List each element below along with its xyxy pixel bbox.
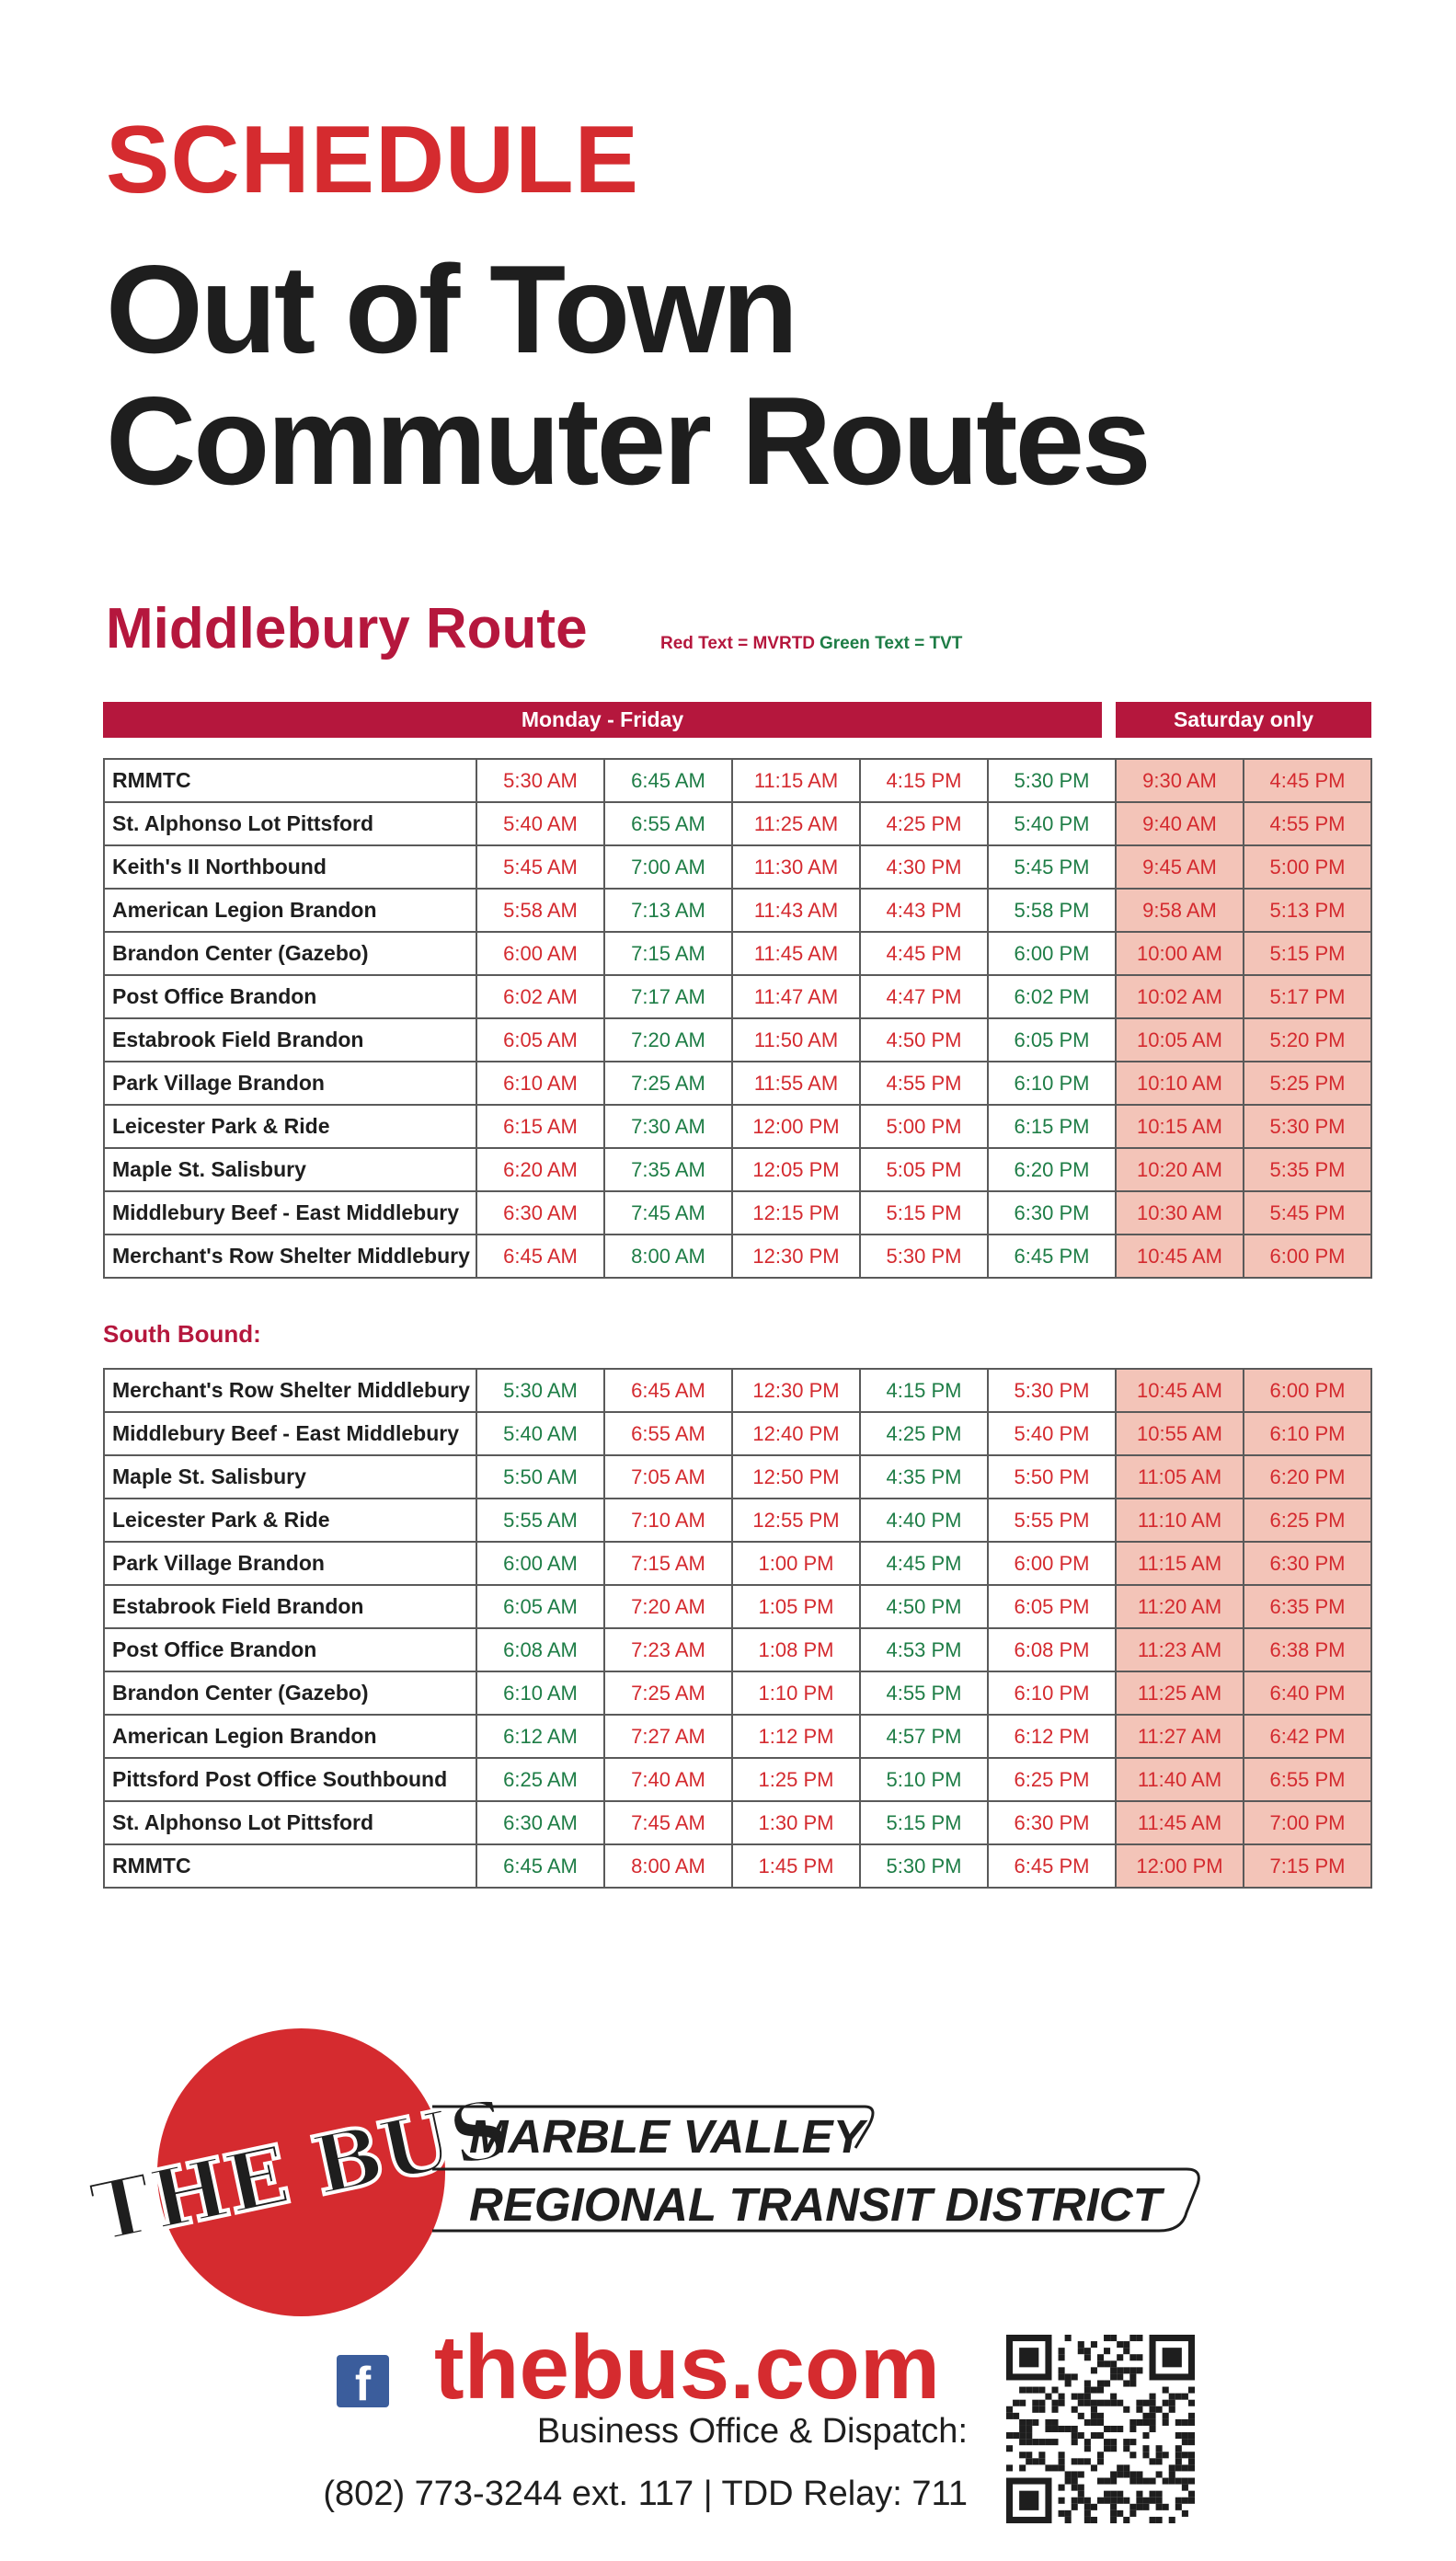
- stop-name: Merchant's Row Shelter Middlebury: [104, 1235, 476, 1278]
- weekday-time-cell: 4:50 PM: [860, 1018, 988, 1062]
- weekday-time-cell: 6:15 PM: [988, 1105, 1116, 1148]
- weekday-time-cell: 5:50 PM: [988, 1455, 1116, 1499]
- weekday-time-cell: 6:20 AM: [476, 1148, 604, 1191]
- saturday-time-cell: 6:00 PM: [1244, 1235, 1371, 1278]
- table-row: [104, 932, 1371, 975]
- weekday-time-cell: 5:30 PM: [860, 1235, 988, 1278]
- weekday-time-cell: 11:25 AM: [732, 802, 860, 845]
- weekday-time-cell: 7:25 AM: [604, 1671, 732, 1715]
- weekday-time-cell: 6:12 PM: [988, 1715, 1116, 1758]
- stop-name: St. Alphonso Lot Pittsford: [104, 1801, 476, 1844]
- weekday-time-cell: 6:10 PM: [988, 1062, 1116, 1105]
- weekday-time-cell: 6:02 AM: [476, 975, 604, 1018]
- weekday-time-cell: 6:08 AM: [476, 1628, 604, 1671]
- saturday-time-cell: 9:45 AM: [1116, 845, 1244, 889]
- saturday-time-cell: 11:27 AM: [1116, 1715, 1244, 1758]
- saturday-time-cell: 6:40 PM: [1244, 1671, 1371, 1715]
- weekday-time-cell: 11:47 AM: [732, 975, 860, 1018]
- weekday-time-cell: 4:15 PM: [860, 1369, 988, 1412]
- phone-line: (802) 773-3244 ext. 117 | TDD Relay: 711: [323, 2475, 968, 2513]
- saturday-time-cell: 5:30 PM: [1244, 1105, 1371, 1148]
- saturday-time-cell: 10:55 AM: [1116, 1412, 1244, 1455]
- weekday-time-cell: 4:43 PM: [860, 889, 988, 932]
- table-row: [104, 1412, 1371, 1455]
- saturday-time-cell: 6:55 PM: [1244, 1758, 1371, 1801]
- saturday-time-cell: 5:20 PM: [1244, 1018, 1371, 1062]
- weekday-time-cell: 6:05 AM: [476, 1585, 604, 1628]
- route-title: Middlebury Route: [106, 597, 588, 660]
- weekday-time-cell: 1:25 PM: [732, 1758, 860, 1801]
- weekday-time-cell: 5:50 AM: [476, 1455, 604, 1499]
- table-row: [104, 1455, 1371, 1499]
- weekday-time-cell: 1:08 PM: [732, 1628, 860, 1671]
- weekday-time-cell: 4:30 PM: [860, 845, 988, 889]
- weekday-time-cell: 11:55 AM: [732, 1062, 860, 1105]
- svg-text:THE BUS: THE BUS: [83, 2079, 518, 2261]
- stop-name: Estabrook Field Brandon: [104, 1585, 476, 1628]
- weekday-time-cell: 7:20 AM: [604, 1585, 732, 1628]
- weekday-time-cell: 5:30 PM: [988, 759, 1116, 802]
- weekday-time-cell: 6:45 AM: [604, 1369, 732, 1412]
- weekday-time-cell: 6:25 PM: [988, 1758, 1116, 1801]
- saturday-time-cell: 10:00 AM: [1116, 932, 1244, 975]
- weekday-time-cell: 5:05 PM: [860, 1148, 988, 1191]
- weekday-time-cell: 5:30 AM: [476, 1369, 604, 1412]
- weekday-time-cell: 6:05 PM: [988, 1585, 1116, 1628]
- weekday-time-cell: 5:58 AM: [476, 889, 604, 932]
- stop-name: Keith's II Northbound: [104, 845, 476, 889]
- weekday-time-cell: 6:30 PM: [988, 1801, 1116, 1844]
- weekday-time-cell: 7:20 AM: [604, 1018, 732, 1062]
- weekday-time-cell: 4:45 PM: [860, 1542, 988, 1585]
- saturday-time-cell: 5:17 PM: [1244, 975, 1371, 1018]
- saturday-time-cell: 6:30 PM: [1244, 1542, 1371, 1585]
- weekday-time-cell: 12:00 PM: [732, 1105, 860, 1148]
- weekday-time-cell: 6:10 PM: [988, 1671, 1116, 1715]
- saturday-time-cell: 6:42 PM: [1244, 1715, 1371, 1758]
- saturday-time-cell: 11:05 AM: [1116, 1455, 1244, 1499]
- weekday-time-cell: 6:45 AM: [476, 1844, 604, 1888]
- saturday-time-cell: 4:45 PM: [1244, 759, 1371, 802]
- stop-name: Leicester Park & Ride: [104, 1105, 476, 1148]
- weekday-time-cell: 4:47 PM: [860, 975, 988, 1018]
- southbound-label: South Bound:: [103, 1320, 261, 1348]
- saturday-time-cell: 6:10 PM: [1244, 1412, 1371, 1455]
- saturday-time-cell: 11:10 AM: [1116, 1499, 1244, 1542]
- weekday-time-cell: 6:00 PM: [988, 1542, 1116, 1585]
- weekday-time-cell: 4:25 PM: [860, 1412, 988, 1455]
- title-line-1: Out of Town: [106, 239, 796, 379]
- saturday-time-cell: 10:15 AM: [1116, 1105, 1244, 1148]
- weekday-time-cell: 6:00 AM: [476, 932, 604, 975]
- weekday-time-cell: 6:55 AM: [604, 1412, 732, 1455]
- saturday-time-cell: 5:25 PM: [1244, 1062, 1371, 1105]
- weekday-time-cell: 6:15 AM: [476, 1105, 604, 1148]
- weekday-time-cell: 12:05 PM: [732, 1148, 860, 1191]
- stop-name: American Legion Brandon: [104, 1715, 476, 1758]
- weekday-time-cell: 7:45 AM: [604, 1191, 732, 1235]
- facebook-icon[interactable]: f: [337, 2355, 389, 2407]
- weekday-time-cell: 6:00 AM: [476, 1542, 604, 1585]
- stop-name: Brandon Center (Gazebo): [104, 1671, 476, 1715]
- saturday-time-cell: 11:23 AM: [1116, 1628, 1244, 1671]
- qr-code-icon[interactable]: [1006, 2335, 1195, 2523]
- weekday-time-cell: 6:20 PM: [988, 1148, 1116, 1191]
- saturday-time-cell: 12:00 PM: [1116, 1844, 1244, 1888]
- weekday-time-cell: 1:00 PM: [732, 1542, 860, 1585]
- weekday-time-cell: 1:12 PM: [732, 1715, 860, 1758]
- weekday-time-cell: 8:00 AM: [604, 1235, 732, 1278]
- table-row: [104, 1148, 1371, 1191]
- weekday-time-cell: 11:15 AM: [732, 759, 860, 802]
- weekday-time-cell: 12:55 PM: [732, 1499, 860, 1542]
- weekday-time-cell: 12:40 PM: [732, 1412, 860, 1455]
- northbound-table: [103, 758, 1372, 1279]
- saturday-time-cell: 7:15 PM: [1244, 1844, 1371, 1888]
- saturday-time-cell: 11:15 AM: [1116, 1542, 1244, 1585]
- stop-name: Middlebury Beef - East Middlebury: [104, 1412, 476, 1455]
- table-row: [104, 1105, 1371, 1148]
- table-row: [104, 1191, 1371, 1235]
- weekday-time-cell: 12:30 PM: [732, 1369, 860, 1412]
- table-row: [104, 1235, 1371, 1278]
- website-link[interactable]: thebus.com: [434, 2316, 940, 2417]
- page-title: [106, 239, 1149, 511]
- saturday-time-cell: 9:40 AM: [1116, 802, 1244, 845]
- saturday-time-cell: 11:20 AM: [1116, 1585, 1244, 1628]
- saturday-time-cell: 5:15 PM: [1244, 932, 1371, 975]
- weekday-time-cell: 7:15 AM: [604, 1542, 732, 1585]
- weekday-time-cell: 11:45 AM: [732, 932, 860, 975]
- saturday-time-cell: 7:00 PM: [1244, 1801, 1371, 1844]
- weekday-time-cell: 11:30 AM: [732, 845, 860, 889]
- saturday-time-cell: 11:40 AM: [1116, 1758, 1244, 1801]
- weekday-time-cell: 7:13 AM: [604, 889, 732, 932]
- agency-name-line-1: MARBLE VALLEY: [469, 2110, 865, 2163]
- stop-name: Maple St. Salisbury: [104, 1455, 476, 1499]
- weekday-time-cell: 6:55 AM: [604, 802, 732, 845]
- weekday-time-cell: 11:50 AM: [732, 1018, 860, 1062]
- saturday-time-cell: 4:55 PM: [1244, 802, 1371, 845]
- table-row: [104, 889, 1371, 932]
- weekday-time-cell: 6:45 PM: [988, 1235, 1116, 1278]
- table-row: [104, 1542, 1371, 1585]
- table-row: [104, 845, 1371, 889]
- table-row: [104, 1585, 1371, 1628]
- weekday-time-cell: 7:15 AM: [604, 932, 732, 975]
- saturday-time-cell: 10:20 AM: [1116, 1148, 1244, 1191]
- weekday-time-cell: 5:40 PM: [988, 1412, 1116, 1455]
- weekday-time-cell: 7:23 AM: [604, 1628, 732, 1671]
- weekday-header: Monday - Friday: [103, 702, 1102, 738]
- office-label: Business Office & Dispatch:: [536, 2412, 968, 2451]
- saturday-time-cell: 6:35 PM: [1244, 1585, 1371, 1628]
- weekday-time-cell: 6:12 AM: [476, 1715, 604, 1758]
- weekday-time-cell: 7:30 AM: [604, 1105, 732, 1148]
- weekday-time-cell: 1:30 PM: [732, 1801, 860, 1844]
- weekday-time-cell: 7:40 AM: [604, 1758, 732, 1801]
- weekday-time-cell: 6:45 PM: [988, 1844, 1116, 1888]
- weekday-time-cell: 5:45 PM: [988, 845, 1116, 889]
- stop-name: Pittsford Post Office Southbound: [104, 1758, 476, 1801]
- weekday-time-cell: 6:02 PM: [988, 975, 1116, 1018]
- weekday-time-cell: 7:17 AM: [604, 975, 732, 1018]
- weekday-time-cell: 6:45 AM: [604, 759, 732, 802]
- saturday-time-cell: 10:02 AM: [1116, 975, 1244, 1018]
- saturday-time-cell: 6:20 PM: [1244, 1455, 1371, 1499]
- weekday-time-cell: 6:05 AM: [476, 1018, 604, 1062]
- weekday-time-cell: 1:45 PM: [732, 1844, 860, 1888]
- weekday-time-cell: 4:50 PM: [860, 1585, 988, 1628]
- weekday-time-cell: 5:40 AM: [476, 802, 604, 845]
- weekday-time-cell: 6:30 PM: [988, 1191, 1116, 1235]
- stop-name: Brandon Center (Gazebo): [104, 932, 476, 975]
- weekday-time-cell: 4:15 PM: [860, 759, 988, 802]
- weekday-time-cell: 6:25 AM: [476, 1758, 604, 1801]
- table-row: [104, 759, 1371, 802]
- saturday-time-cell: 9:30 AM: [1116, 759, 1244, 802]
- weekday-time-cell: 5:30 PM: [988, 1369, 1116, 1412]
- weekday-time-cell: 4:25 PM: [860, 802, 988, 845]
- title-line-2: Commuter Routes: [106, 371, 1149, 511]
- stop-name: Park Village Brandon: [104, 1062, 476, 1105]
- saturday-time-cell: 9:58 AM: [1116, 889, 1244, 932]
- saturday-time-cell: 10:45 AM: [1116, 1369, 1244, 1412]
- weekday-time-cell: 5:55 PM: [988, 1499, 1116, 1542]
- weekday-time-cell: 6:05 PM: [988, 1018, 1116, 1062]
- weekday-time-cell: 11:43 AM: [732, 889, 860, 932]
- weekday-time-cell: 1:05 PM: [732, 1585, 860, 1628]
- weekday-time-cell: 5:00 PM: [860, 1105, 988, 1148]
- table-row: [104, 1715, 1371, 1758]
- table-row: [104, 1628, 1371, 1671]
- saturday-time-cell: 10:05 AM: [1116, 1018, 1244, 1062]
- weekday-time-cell: 7:35 AM: [604, 1148, 732, 1191]
- stop-name: Leicester Park & Ride: [104, 1499, 476, 1542]
- saturday-time-cell: 10:30 AM: [1116, 1191, 1244, 1235]
- saturday-time-cell: 10:45 AM: [1116, 1235, 1244, 1278]
- southbound-table: [103, 1368, 1372, 1889]
- stop-name: RMMTC: [104, 1844, 476, 1888]
- saturday-time-cell: 11:25 AM: [1116, 1671, 1244, 1715]
- table-row: [104, 975, 1371, 1018]
- table-row: [104, 1801, 1371, 1844]
- stop-name: Merchant's Row Shelter Middlebury: [104, 1369, 476, 1412]
- weekday-time-cell: 5:55 AM: [476, 1499, 604, 1542]
- saturday-time-cell: 5:45 PM: [1244, 1191, 1371, 1235]
- weekday-time-cell: 6:30 AM: [476, 1191, 604, 1235]
- weekday-time-cell: 12:30 PM: [732, 1235, 860, 1278]
- saturday-time-cell: 5:35 PM: [1244, 1148, 1371, 1191]
- weekday-time-cell: 4:45 PM: [860, 932, 988, 975]
- table-row: [104, 1369, 1371, 1412]
- saturday-time-cell: 6:38 PM: [1244, 1628, 1371, 1671]
- weekday-time-cell: 4:57 PM: [860, 1715, 988, 1758]
- legend-tvt: Green Text = TVT: [820, 634, 963, 653]
- weekday-time-cell: 5:30 PM: [860, 1844, 988, 1888]
- stop-name: Maple St. Salisbury: [104, 1148, 476, 1191]
- weekday-time-cell: 5:30 AM: [476, 759, 604, 802]
- stop-name: St. Alphonso Lot Pittsford: [104, 802, 476, 845]
- weekday-time-cell: 6:30 AM: [476, 1801, 604, 1844]
- table-row: [104, 1844, 1371, 1888]
- schedule-label: SCHEDULE: [106, 107, 640, 213]
- weekday-time-cell: 4:55 PM: [860, 1062, 988, 1105]
- weekday-time-cell: 6:00 PM: [988, 932, 1116, 975]
- weekday-time-cell: 6:10 AM: [476, 1062, 604, 1105]
- weekday-time-cell: 5:58 PM: [988, 889, 1116, 932]
- stop-name: Post Office Brandon: [104, 1628, 476, 1671]
- agency-name-line-2: REGIONAL TRANSIT DISTRICT: [469, 2178, 1162, 2231]
- weekday-time-cell: 7:05 AM: [604, 1455, 732, 1499]
- weekday-time-cell: 6:08 PM: [988, 1628, 1116, 1671]
- weekday-time-cell: 4:55 PM: [860, 1671, 988, 1715]
- weekday-time-cell: 1:10 PM: [732, 1671, 860, 1715]
- weekday-time-cell: 7:27 AM: [604, 1715, 732, 1758]
- saturday-time-cell: 6:00 PM: [1244, 1369, 1371, 1412]
- table-row: [104, 1671, 1371, 1715]
- weekday-time-cell: 5:40 AM: [476, 1412, 604, 1455]
- stop-name: American Legion Brandon: [104, 889, 476, 932]
- weekday-time-cell: 6:10 AM: [476, 1671, 604, 1715]
- weekday-time-cell: 5:45 AM: [476, 845, 604, 889]
- weekday-time-cell: 7:25 AM: [604, 1062, 732, 1105]
- stop-name: Post Office Brandon: [104, 975, 476, 1018]
- table-row: [104, 1018, 1371, 1062]
- saturday-time-cell: 5:00 PM: [1244, 845, 1371, 889]
- weekday-time-cell: 5:40 PM: [988, 802, 1116, 845]
- weekday-time-cell: 4:53 PM: [860, 1628, 988, 1671]
- stop-name: Park Village Brandon: [104, 1542, 476, 1585]
- weekday-time-cell: 4:40 PM: [860, 1499, 988, 1542]
- weekday-time-cell: 12:50 PM: [732, 1455, 860, 1499]
- table-row: [104, 802, 1371, 845]
- weekday-time-cell: 12:15 PM: [732, 1191, 860, 1235]
- table-row: [104, 1499, 1371, 1542]
- weekday-time-cell: 4:35 PM: [860, 1455, 988, 1499]
- stop-name: Estabrook Field Brandon: [104, 1018, 476, 1062]
- weekday-time-cell: 5:15 PM: [860, 1191, 988, 1235]
- saturday-time-cell: 11:45 AM: [1116, 1801, 1244, 1844]
- weekday-time-cell: 5:10 PM: [860, 1758, 988, 1801]
- saturday-time-cell: 10:10 AM: [1116, 1062, 1244, 1105]
- weekday-time-cell: 6:45 AM: [476, 1235, 604, 1278]
- weekday-time-cell: 7:00 AM: [604, 845, 732, 889]
- table-row: [104, 1062, 1371, 1105]
- stop-name: Middlebury Beef - East Middlebury: [104, 1191, 476, 1235]
- weekday-time-cell: 7:45 AM: [604, 1801, 732, 1844]
- saturday-time-cell: 5:13 PM: [1244, 889, 1371, 932]
- weekday-time-cell: 7:10 AM: [604, 1499, 732, 1542]
- legend-mvrtd: Red Text = MVRTD: [660, 634, 816, 653]
- weekday-time-cell: 5:15 PM: [860, 1801, 988, 1844]
- stop-name: RMMTC: [104, 759, 476, 802]
- weekday-time-cell: 8:00 AM: [604, 1844, 732, 1888]
- saturday-time-cell: 6:25 PM: [1244, 1499, 1371, 1542]
- saturday-header: Saturday only: [1116, 702, 1371, 738]
- table-row: [104, 1758, 1371, 1801]
